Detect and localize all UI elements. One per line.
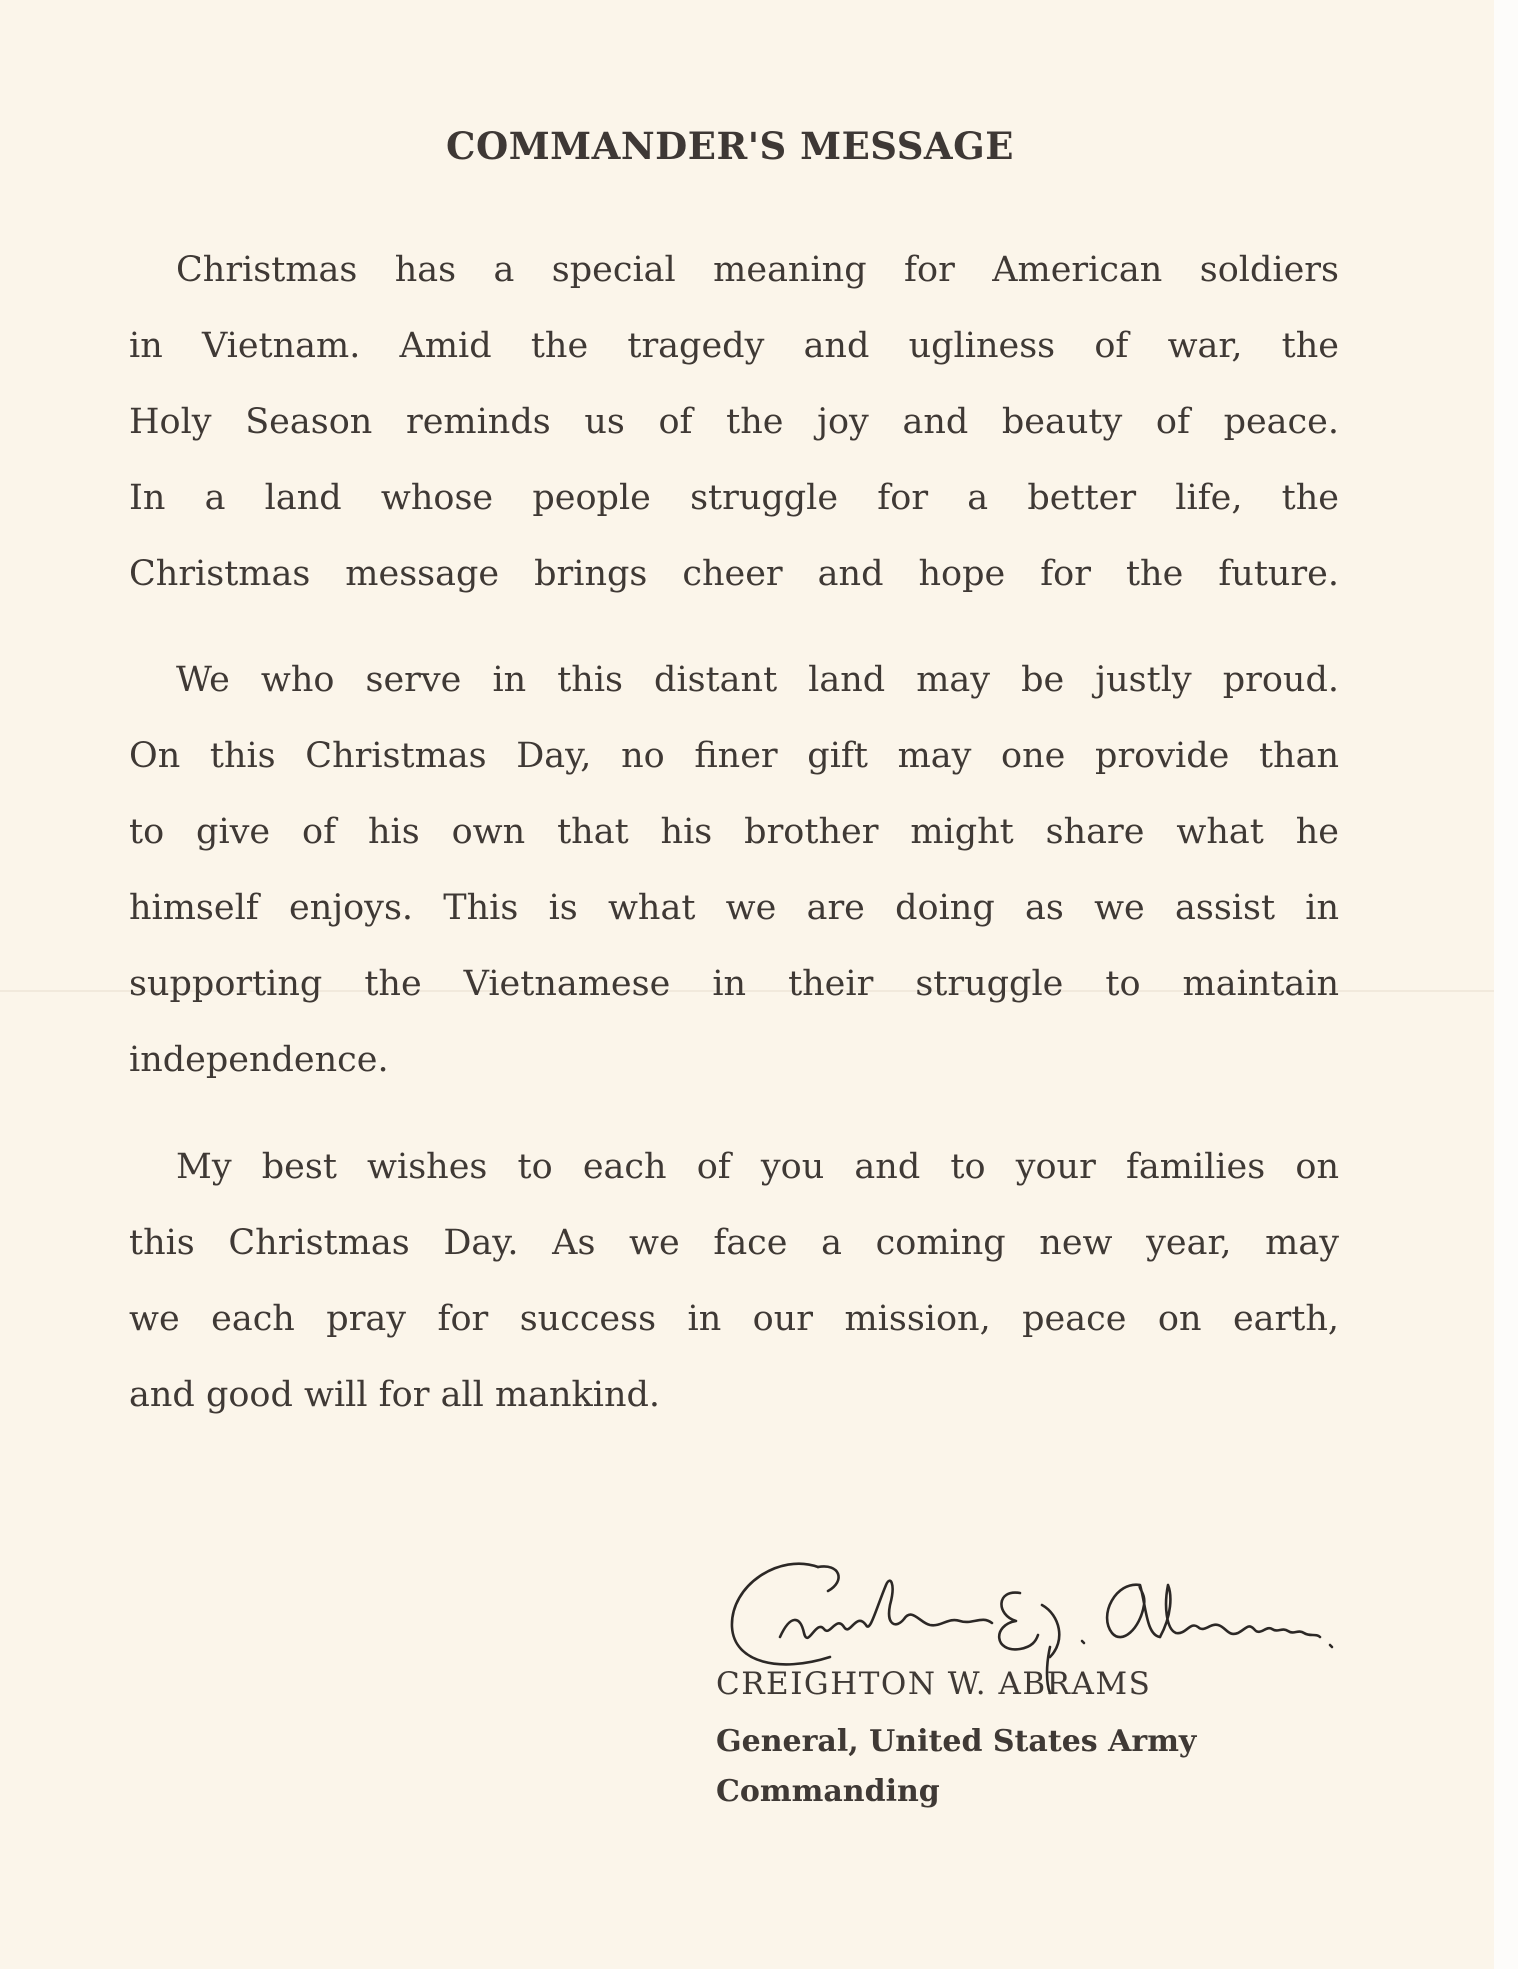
text-line: this Christmas Day. As we face a coming new year, may bbox=[129, 1223, 1339, 1263]
text-line: and good will for all mankind. bbox=[129, 1375, 661, 1415]
text-line: to give of his own that his brother might share what he bbox=[129, 812, 1339, 852]
paragraph-2 bbox=[129, 642, 1339, 1098]
paragraph-1 bbox=[129, 232, 1339, 612]
signatory-name: CREIGHTON W. ABRAMS bbox=[716, 1666, 1152, 1702]
paragraph-3 bbox=[129, 1129, 1339, 1433]
signatory-rank: General, United States Army bbox=[716, 1724, 1197, 1759]
text-line: independence. bbox=[129, 1040, 389, 1080]
text-line: Holy Season reminds us of the joy and beauty of peace. bbox=[129, 402, 1339, 442]
text-line: in Vietnam. Amid the tragedy and ugliness of war, the bbox=[129, 326, 1339, 366]
text-line: Christmas has a special meaning for American soldiers bbox=[176, 250, 1339, 290]
scan-margin bbox=[1494, 0, 1518, 1969]
text-line: We who serve in this distant land may be justly proud. bbox=[176, 660, 1339, 700]
text-line: we each pray for success in our mission, peace on earth, bbox=[129, 1299, 1339, 1339]
text-line: himself enjoys. This is what we are doing as we assist in bbox=[129, 888, 1339, 928]
page-title: COMMANDER'S MESSAGE bbox=[446, 124, 1014, 168]
text-line: supporting the Vietnamese in their struggle to maintain bbox=[129, 964, 1339, 1004]
signatory-role: Commanding bbox=[716, 1774, 940, 1809]
text-line: On this Christmas Day, no finer gift may one provide than bbox=[129, 736, 1339, 776]
text-line: Christmas message brings cheer and hope for the future. bbox=[129, 554, 1339, 594]
text-line: My best wishes to each of you and to your families on bbox=[176, 1147, 1339, 1187]
text-line: In a land whose people struggle for a better life, the bbox=[129, 478, 1339, 518]
